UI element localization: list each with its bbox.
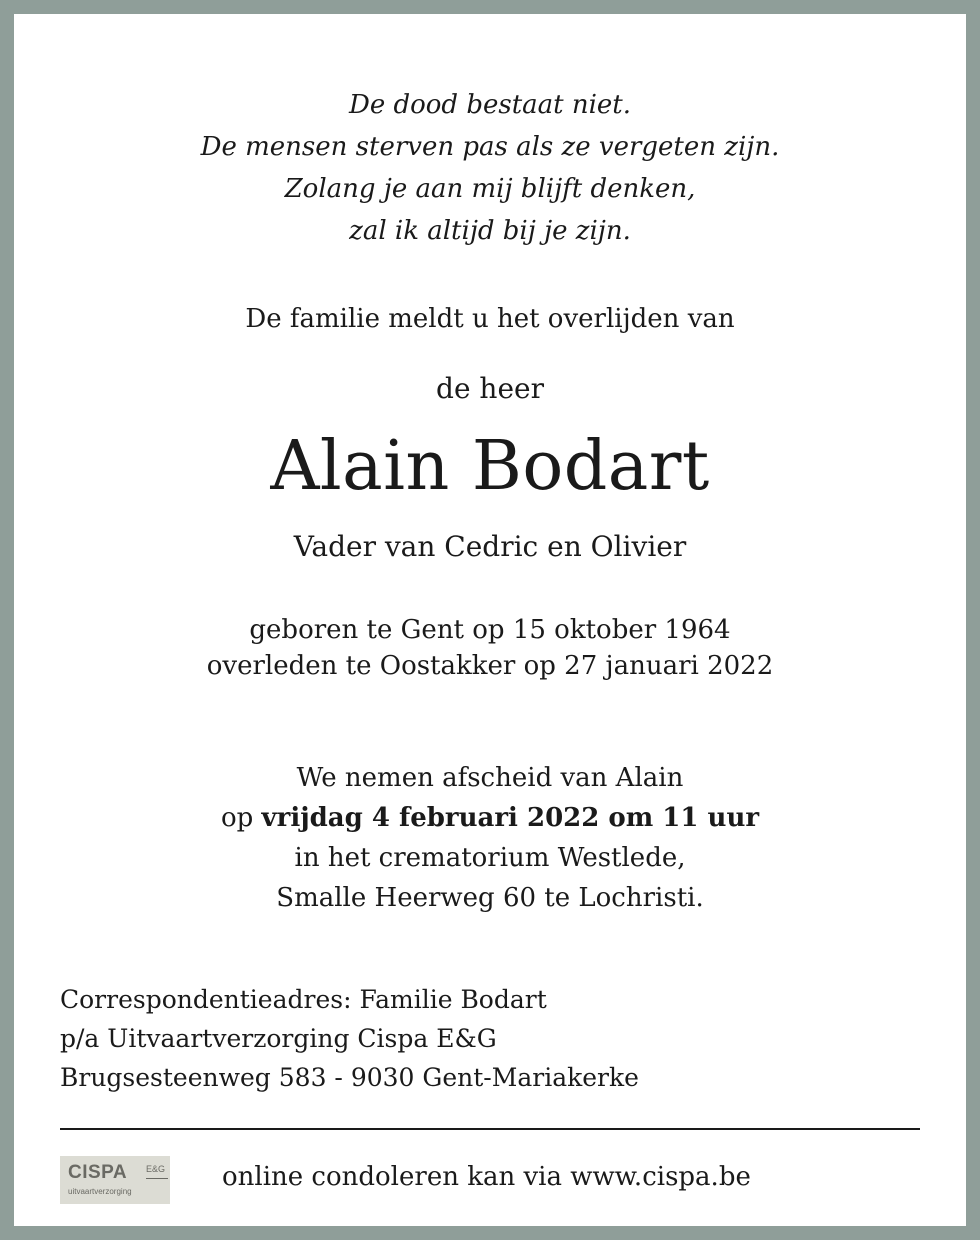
poem-line: De mensen sterven pas als ze vergeten zijn. [200, 132, 780, 162]
service-datetime [0, 798, 980, 838]
poem [0, 84, 980, 252]
correspondence-line: Brugsesteenweg 583 - 9030 Gent-Mariakerke [60, 1063, 639, 1092]
logo-eg: E&G [146, 1164, 166, 1174]
service-details [0, 758, 980, 918]
cispa-logo [60, 1156, 170, 1204]
birth-line: geboren te Gent op 15 oktober 1964 [249, 615, 731, 645]
correspondence-address [60, 980, 639, 1097]
family-relation: Vader van Cedric en Olivier [293, 530, 687, 563]
service-venue: in het crematorium Westlede, [294, 843, 686, 873]
service-address: Smalle Heerweg 60 te Lochristi. [276, 883, 704, 913]
correspondence-line: p/a Uitvaartverzorging Cispa E&G [60, 1024, 497, 1053]
poem-line: zal ik altijd bij je zijn. [349, 216, 631, 246]
life-dates [0, 612, 980, 684]
death-line: overleden te Oostakker op 27 januari 2022 [206, 651, 774, 681]
farewell-line: We nemen afscheid van Alain [296, 763, 684, 793]
divider [60, 1128, 920, 1130]
deceased-name: Alain Bodart [270, 427, 710, 506]
logo-brand: CISPA [68, 1162, 128, 1183]
announcement-intro: De familie meldt u het overlijden van [245, 304, 735, 334]
logo-subtitle: uitvaartverzorging [68, 1187, 132, 1196]
online-condolence-text: online condoleren kan via www.cispa.be [222, 1162, 751, 1192]
honorific: de heer [436, 372, 544, 405]
service-datetime-prefix: op [220, 803, 262, 833]
service-datetime-bold: vrijdag 4 februari 2022 om 11 uur [261, 803, 760, 833]
poem-line: Zolang je aan mij blijft denken, [284, 174, 696, 204]
logo-rule [146, 1178, 168, 1179]
correspondence-line: Correspondentieadres: Familie Bodart [60, 985, 547, 1014]
poem-line: De dood bestaat niet. [348, 90, 632, 120]
